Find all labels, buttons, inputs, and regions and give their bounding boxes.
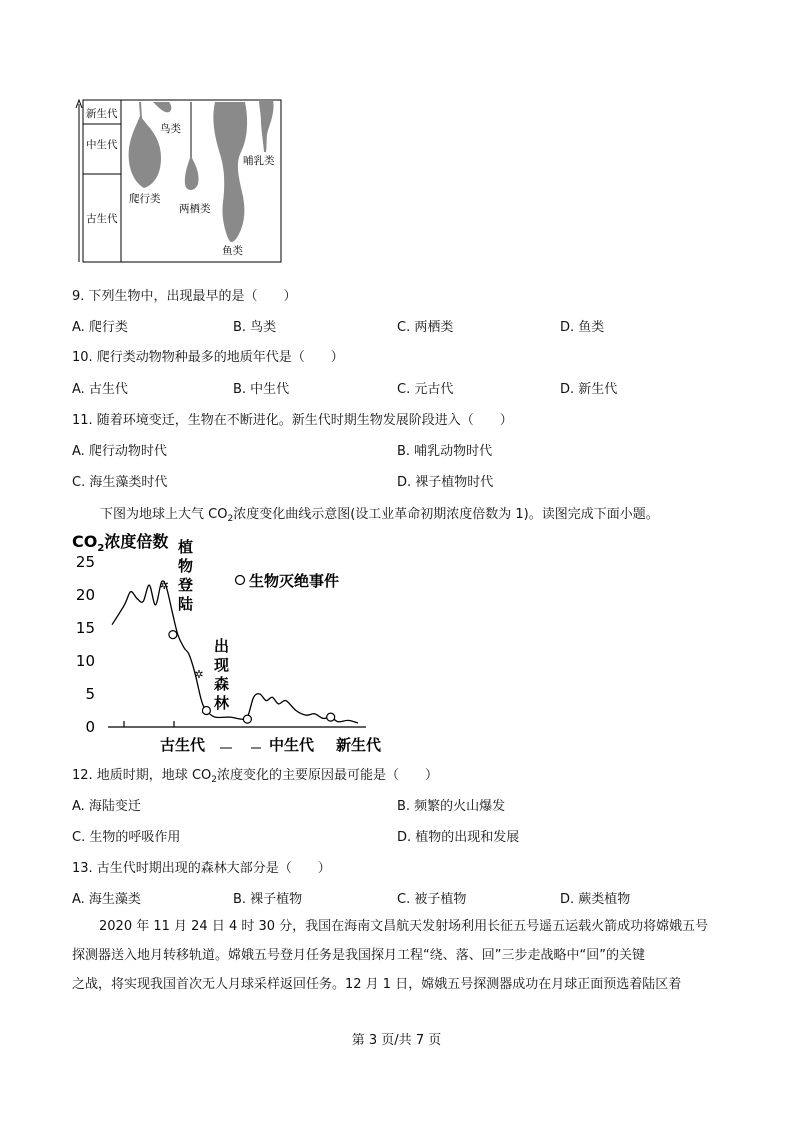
q11-option-b[interactable]: B. 哺乳动物时代 [397, 444, 493, 459]
amphibian-shape [185, 102, 199, 190]
y-tick-label-0: 0 [85, 718, 95, 736]
y-axis-ticks [76, 553, 95, 736]
q9-option-d[interactable]: D. 鱼类 [560, 320, 605, 335]
label-amphibians: 两栖类 [179, 203, 211, 215]
intro-post: 浓度变化曲线示意图(设工业革命初期浓度倍数为 1)。读图完成下面小题。 [233, 507, 659, 522]
x-label-mesozoic: 中生代 [269, 736, 315, 754]
q13-option-a[interactable]: A. 海生藻类 [72, 892, 141, 907]
passage-line-3: 之战，将实现我国首次无人月球采样返回任务。12 月 1 日，嫦娥五号探测器成功在月球正面预选着陆区着 [72, 977, 682, 992]
reptile-shape [129, 102, 161, 188]
y-tick-label-10: 10 [75, 652, 95, 670]
label-mammals: 哺乳类 [243, 155, 275, 167]
evolution-figure [75, 96, 285, 266]
forest-marker: ✲ [194, 668, 204, 682]
era-label-cenozoic: 新生代 [86, 108, 118, 120]
q12-option-d[interactable]: D. 植物的出现和发展 [397, 830, 520, 845]
page-footer: 第 3 页/共 7 页 [351, 1033, 442, 1048]
land-plants-marker: ✲ [159, 579, 169, 593]
q11-option-d[interactable]: D. 裸子植物时代 [397, 475, 494, 490]
era-label-mesozoic: 中生代 [86, 139, 118, 151]
passage-line-1: 2020 年 11 月 24 日 4 时 30 分，我国在海南文昌航天发射场利用长征五号遥五运载火箭成功将嫦娥五号 [99, 919, 709, 934]
extinction-marker-1 [169, 631, 177, 639]
era-label-paleozoic: 古生代 [86, 213, 118, 225]
question-12-stem [72, 764, 438, 785]
co2-series [112, 579, 358, 723]
legend-extinction-label: 生物灭绝事件 [249, 572, 340, 590]
q9-option-a[interactable]: A. 爬行类 [72, 320, 128, 335]
q13-option-d[interactable]: D. 蕨类植物 [560, 892, 631, 907]
co2-curve [112, 581, 358, 723]
question-9-stem: 9. 下列生物中，出现最早的是（ ） [72, 289, 297, 304]
x-label-paleozoic: 古生代 [160, 736, 206, 754]
y-tick-label-15: 15 [75, 619, 95, 637]
q11-option-a[interactable]: A. 爬行动物时代 [72, 444, 167, 459]
extinction-marker-4 [327, 713, 335, 721]
extinction-marker-3 [243, 715, 251, 723]
q12-stem-sub: 2 [211, 775, 217, 785]
q12-stem-pre: 12. 地质时期，地球 CO [72, 768, 212, 783]
legend-extinction-marker [236, 576, 245, 585]
q13-option-c[interactable]: C. 被子植物 [397, 892, 467, 907]
chart-intro [100, 503, 659, 524]
q10-option-b[interactable]: B. 中生代 [233, 382, 290, 397]
intro-sub: 2 [227, 514, 234, 524]
passage-line-2: 探测器送入地月转移轨道。嫦娥五号登月任务是我国探月工程“绕、落、回”三步走战略中“回”的关键 [72, 948, 645, 963]
bird-shape [153, 102, 171, 112]
co2-chart [68, 528, 408, 760]
q12-option-b[interactable]: B. 频繁的火山爆发 [397, 799, 506, 814]
annotation-land-plants: 植物登陆 [178, 538, 194, 613]
y-tick-label-25: 25 [75, 553, 95, 571]
question-10-stem: 10. 爬行类动物物种最多的地质年代是（ ） [72, 350, 344, 365]
chart-title: $CO_2$浓度倍数 [72, 532, 169, 554]
passage [72, 912, 722, 999]
label-birds: 鸟类 [160, 123, 181, 135]
label-fish: 鱼类 [222, 245, 243, 257]
q9-option-b[interactable]: B. 鸟类 [233, 320, 277, 335]
annotation-forest: 出现森林 [214, 637, 230, 712]
extinction-marker-2 [202, 707, 210, 715]
q11-option-c[interactable]: C. 海生藻类时代 [72, 475, 168, 490]
q12-option-a[interactable]: A. 海陆变迁 [72, 799, 141, 814]
question-11-stem: 11. 随着环境变迁，生物在不断进化。新生代时期生物发展阶段进入（ ） [72, 413, 513, 428]
y-tick-label-5: 5 [85, 685, 95, 703]
label-reptiles: 爬行类 [129, 193, 161, 205]
q12-option-c[interactable]: C. 生物的呼吸作用 [72, 830, 181, 845]
q13-option-b[interactable]: B. 裸子植物 [233, 892, 303, 907]
question-13-stem: 13. 古生代时期出现的森林大部分是（ ） [72, 861, 331, 876]
q10-option-c[interactable]: C. 元古代 [397, 382, 454, 397]
x-label-cenozoic: 新生代 [336, 736, 382, 754]
q12-stem-post: 浓度变化的主要原因最可能是（ ） [216, 768, 438, 783]
q9-option-c[interactable]: C. 两栖类 [397, 320, 454, 335]
y-tick-label-20: 20 [75, 586, 95, 604]
q10-option-a[interactable]: A. 古生代 [72, 382, 128, 397]
intro-pre: 下图为地球上大气 CO [100, 507, 228, 522]
q10-option-d[interactable]: D. 新生代 [560, 382, 618, 397]
fish-shape [213, 102, 247, 242]
mammal-shape [259, 100, 274, 152]
